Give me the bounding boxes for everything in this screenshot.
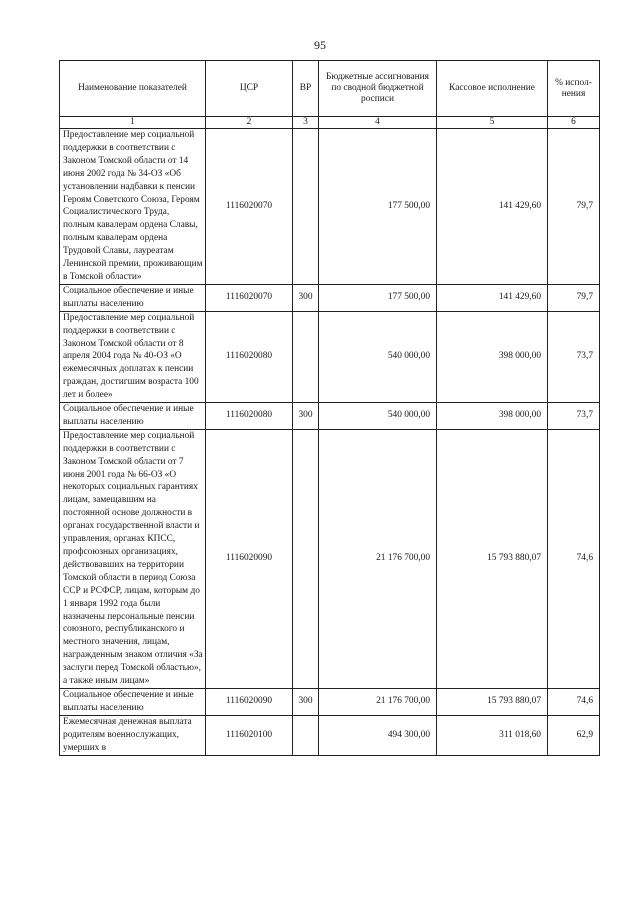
row-name: Предоставление мер социальной поддержки в соответствии с Законом Томской области от 14 июня 2002 года № 34-ОЗ «Об установлении надбавки к пенсии Героям Советского Союза, Героям Социалистического Труда, полным кавалерам ордена Славы, полным кавалерам ордена Трудовой Славы, лауреатам Ленинской премии, проживающим в Томской области» <box>60 129 206 285</box>
row-vr: 300 <box>293 403 319 430</box>
row-pct: 62,9 <box>548 715 600 755</box>
row-cash: 398 000,00 <box>437 403 548 430</box>
table-row <box>60 403 600 430</box>
row-cash: 311 018,60 <box>437 715 548 755</box>
table-row <box>60 311 600 402</box>
table-row <box>60 129 600 285</box>
row-csr: 1116020090 <box>206 429 293 688</box>
row-csr: 1116020080 <box>206 403 293 430</box>
row-budget: 177 500,00 <box>319 129 437 285</box>
row-budget: 177 500,00 <box>319 284 437 311</box>
column-number: 6 <box>548 117 600 129</box>
table-row <box>60 429 600 688</box>
row-name: Социальное обеспечение и иные выплаты населению <box>60 688 206 715</box>
budget-table <box>59 60 600 756</box>
page-number: 95 <box>314 38 326 52</box>
header-vr: ВР <box>293 61 319 117</box>
column-number: 3 <box>293 117 319 129</box>
row-vr: 300 <box>293 284 319 311</box>
row-cash: 141 429,60 <box>437 129 548 285</box>
row-budget: 494 300,00 <box>319 715 437 755</box>
header-name: Наименование показателей <box>60 61 206 117</box>
column-number: 4 <box>319 117 437 129</box>
row-cash: 398 000,00 <box>437 311 548 402</box>
row-pct: 74,6 <box>548 429 600 688</box>
header-cash: Кассовое исполнение <box>437 61 548 117</box>
table-row <box>60 284 600 311</box>
row-vr <box>293 311 319 402</box>
row-csr: 1116020080 <box>206 311 293 402</box>
row-pct: 73,7 <box>548 311 600 402</box>
row-budget: 21 176 700,00 <box>319 688 437 715</box>
row-pct: 79,7 <box>548 284 600 311</box>
row-cash: 141 429,60 <box>437 284 548 311</box>
table-row <box>60 688 600 715</box>
row-budget: 540 000,00 <box>319 311 437 402</box>
row-name: Социальное обеспечение и иные выплаты населению <box>60 284 206 311</box>
row-csr: 1116020070 <box>206 129 293 285</box>
header-csr: ЦСР <box>206 61 293 117</box>
header-row <box>60 61 600 117</box>
row-name: Ежемесячная денежная выплата родителям военнослужащих, умерших в <box>60 715 206 755</box>
row-name: Предоставление мер социальной поддержки в соответствии с Законом Томской области от 8 апреля 2004 года № 40-ОЗ «О ежемесячных доплатах к пенсии граждан, достигшим возраста 100 лет и более» <box>60 311 206 402</box>
table-row <box>60 715 600 755</box>
row-pct: 79,7 <box>548 129 600 285</box>
row-vr <box>293 429 319 688</box>
row-vr: 300 <box>293 688 319 715</box>
row-name: Социальное обеспечение и иные выплаты населению <box>60 403 206 430</box>
column-number: 2 <box>206 117 293 129</box>
row-name: Предоставление мер социальной поддержки в соответствии с Законом Томской области от 7 июня 2001 года № 66-ОЗ «О некоторых социальных гарантиях лицам, замещавшим на постоянной основе должности в органах государственной власти и управления, органах КПСС, профсоюзных организациях, действовавших на территории Томской области в период Союза ССР и РСФСР, лицам, которым до 1 января 1992 года были назначены персональные пенсии союзного, республиканского и местного значения, лицам, награжденным знаком отличия «За заслуги перед Томской областью», а также иным лицам» <box>60 429 206 688</box>
column-number: 5 <box>437 117 548 129</box>
row-pct: 73,7 <box>548 403 600 430</box>
header-pct: % испол-нения <box>548 61 600 117</box>
row-vr <box>293 715 319 755</box>
row-pct: 74,6 <box>548 688 600 715</box>
column-number-row <box>60 117 600 129</box>
row-csr: 1116020100 <box>206 715 293 755</box>
row-csr: 1116020070 <box>206 284 293 311</box>
header-budget: Бюджетные ассигнования по сводной бюджетной росписи <box>319 61 437 117</box>
row-vr <box>293 129 319 285</box>
column-number: 1 <box>60 117 206 129</box>
row-cash: 15 793 880,07 <box>437 688 548 715</box>
row-budget: 21 176 700,00 <box>319 429 437 688</box>
row-csr: 1116020090 <box>206 688 293 715</box>
row-budget: 540 000,00 <box>319 403 437 430</box>
row-cash: 15 793 880,07 <box>437 429 548 688</box>
